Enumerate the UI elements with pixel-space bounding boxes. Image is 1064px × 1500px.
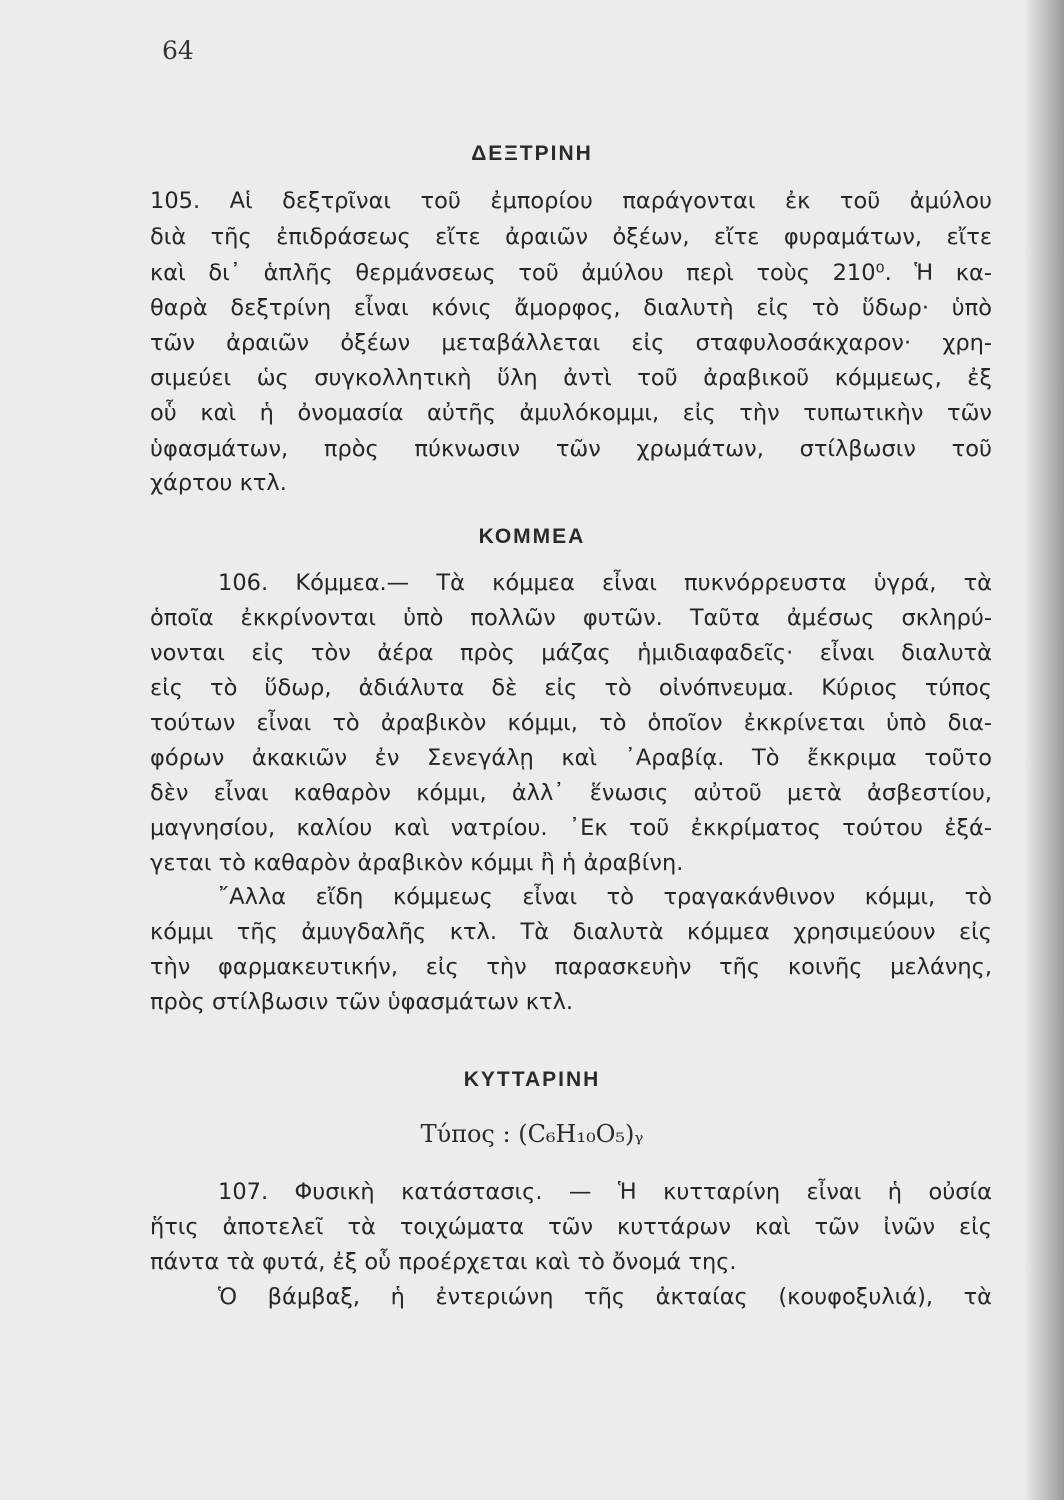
text-line: διὰ τῆς ἐπιδράσεως εἴτε ἀραιῶν ὀξέων, εἴτε φυραμάτων, εἴτε — [150, 224, 992, 250]
text-line: ῎Αλλα εἴδη κόμμεως εἶναι τὸ τραγακάνθινον κόμμι, τὸ — [218, 884, 992, 910]
formula-label: Τύπος : — [420, 1120, 511, 1148]
page-number: 64 — [162, 36, 194, 65]
text-line: ἥτις ἀποτελεῖ τὰ τοιχώματα τῶν κυττάρων καὶ τῶν ἰνῶν εἰς — [150, 1214, 992, 1240]
text-line: τὴν φαρμακευτικήν, εἰς τὴν παρασκευὴν τῆς κοινῆς μελάνης, — [150, 954, 992, 980]
page-edge-shadow — [1024, 0, 1064, 1500]
text-line: τούτων εἶναι τὸ ἀραβικὸν κόμμι, τὸ ὁποῖον ἐκκρίνεται ὑπὸ δια- — [150, 710, 992, 736]
text-line: χάρτου κτλ. — [150, 470, 287, 496]
text-line: πάντα τὰ φυτά, ἐξ οὗ προέρχεται καὶ τὸ ὄνομά της. — [150, 1249, 737, 1275]
text-line: δὲν εἶναι καθαρὸν κόμμι, ἀλλ᾽ ἕνωσις αὐτοῦ μετὰ ἀσβεστίου, — [150, 780, 992, 806]
text-line: μαγνησίου, καλίου καὶ νατρίου. ᾽Εκ τοῦ ἐκκρίματος τούτου ἐξά- — [150, 815, 992, 841]
text-line: νονται εἰς τὸν ἀέρα πρὸς μάζας ἡμιδιαφαδεῖς· εἶναι διαλυτὰ — [150, 640, 992, 666]
text-line: 107. Φυσικὴ κατάστασις. — Ἡ κυτταρίνη εἶναι ἡ οὐσία — [218, 1179, 992, 1205]
formula-value: (C₆H₁₀O₅)ᵧ — [518, 1120, 644, 1148]
text-line: ὑφασμάτων, πρὸς πύκνωσιν τῶν χρωμάτων, στίλβωσιν τοῦ — [150, 436, 992, 462]
text-line: θαρὰ δεξτρίνη εἶναι κόνις ἄμορφος, διαλυτὴ εἰς τὸ ὕδωρ· ὑπὸ — [150, 295, 992, 321]
text-line: τῶν ἀραιῶν ὀξέων μεταβάλλεται εἰς σταφυλοσάκχαρον· χρη- — [150, 330, 992, 356]
text-line: πρὸς στίλβωσιν τῶν ὑφασμάτων κτλ. — [150, 989, 574, 1015]
text-line: καὶ δι᾽ ἁπλῆς θερμάνσεως τοῦ ἀμύλου περὶ τοὺς 210⁰. Ἡ κα- — [150, 260, 992, 286]
text-line: εἰς τὸ ὕδωρ, ἀδιάλυτα δὲ εἰς τὸ οἰνόπνευμα. Κύριος τύπος — [150, 675, 992, 701]
text-line: ὁποῖα ἐκκρίνονται ὑπὸ πολλῶν φυτῶν. Ταῦτα ἀμέσως σκληρύ- — [150, 605, 992, 631]
section-heading-dextrin: ΔΕΞΤΡΙΝΗ — [471, 142, 593, 165]
text-line: οὗ καὶ ἡ ὀνομασία αὐτῆς ἀμυλόκομμι, εἰς τὴν τυπωτικὴν τῶν — [150, 400, 992, 426]
text-line: 105. Αἱ δεξτρῖναι τοῦ ἐμπορίου παράγονται ἐκ τοῦ ἀμύλου — [150, 188, 992, 214]
section-heading-cellulose: ΚΥΤΤΑΡΙΝΗ — [463, 1068, 601, 1091]
text-line: σιμεύει ὡς συγκολλητικὴ ὕλη ἀντὶ τοῦ ἀραβικοῦ κόμμεως, ἐξ — [150, 365, 992, 391]
text-line: γεται τὸ καθαρὸν ἀραβικὸν κόμμι ἢ ἡ ἀραβίνη. — [150, 850, 684, 876]
text-line: φόρων ἀκακιῶν ἐν Σενεγάλῃ καὶ ᾽Αραβίᾳ. Τὸ ἔκκριμα τοῦτο — [150, 745, 992, 771]
text-line: Ὁ βάμβαξ, ἡ ἐντεριώνη τῆς ἀκταίας (κουφοξυλιά), τὰ — [218, 1284, 992, 1310]
chemical-formula — [0, 1120, 1064, 1148]
text-line: κόμμι τῆς ἀμυγδαλῆς κτλ. Τὰ διαλυτὰ κόμμεα χρησιμεύουν εἰς — [150, 919, 992, 945]
section-heading-gums: ΚΟΜΜΕΑ — [478, 525, 586, 548]
text-line: 106. Κόμμεα.— Τὰ κόμμεα εἶναι πυκνόρρευστα ὑγρά, τὰ — [218, 570, 992, 596]
